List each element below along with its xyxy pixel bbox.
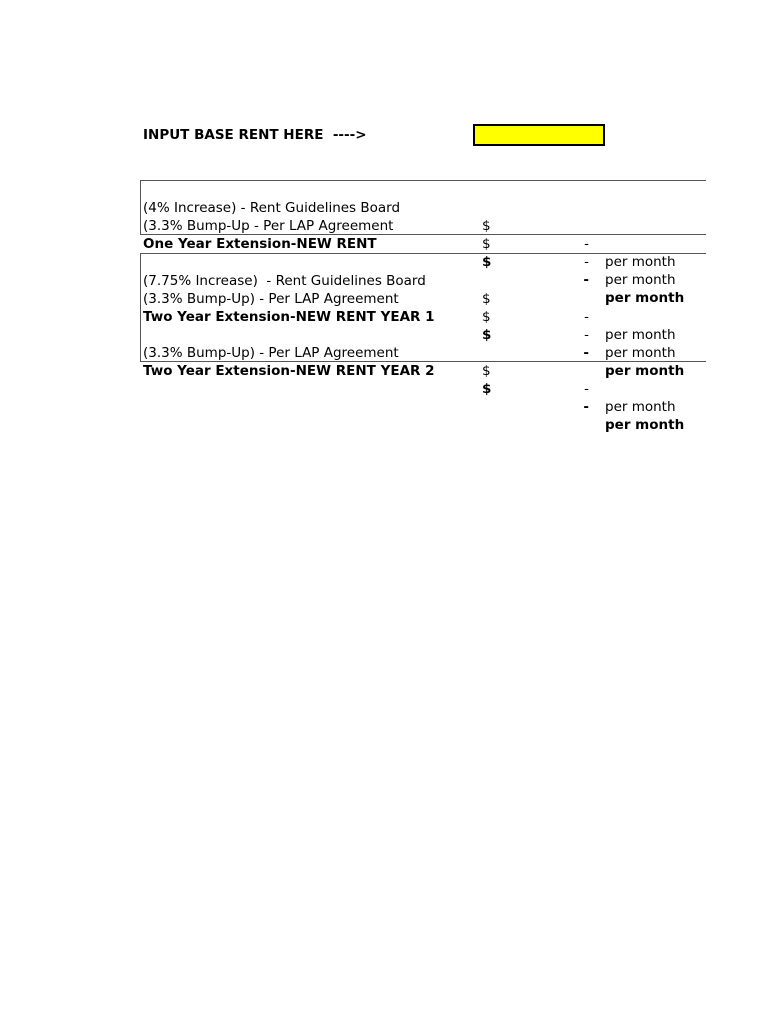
unit-label: per month: [605, 417, 685, 433]
row-label: (3.3% Bump-Up - Per LAP Agreement: [143, 218, 394, 234]
amount-value: -: [583, 345, 589, 361]
currency-symbol: $: [482, 218, 491, 234]
unit-label: per month: [605, 327, 676, 343]
currency-symbol: $: [482, 363, 491, 379]
currency-symbol: $: [482, 381, 492, 397]
row-label: One Year Extension-NEW RENT: [143, 236, 377, 252]
currency-symbol: $: [482, 291, 491, 307]
unit-label: per month: [605, 345, 676, 361]
row-label: Two Year Extension-NEW RENT YEAR 1: [143, 309, 435, 325]
amount-value: -: [584, 236, 589, 252]
amount-value: -: [584, 327, 589, 343]
unit-label: per month: [605, 272, 676, 288]
unit-label: per month: [605, 399, 676, 415]
two-year-extension-table: [140, 253, 706, 433]
currency-symbol: $: [482, 236, 491, 252]
amount-value: -: [584, 254, 589, 270]
currency-symbol: $: [482, 254, 492, 270]
row-label: (4% Increase) - Rent Guidelines Board: [143, 200, 401, 216]
currency-symbol: $: [482, 309, 491, 325]
base-rent-label: INPUT BASE RENT HERE ---->: [143, 127, 367, 143]
row-label: (7.75% Increase) - Rent Guidelines Board: [143, 273, 426, 289]
row-label: (3.3% Bump-Up) - Per LAP Agreement: [143, 291, 399, 307]
unit-label: per month: [605, 290, 685, 306]
currency-symbol: $: [482, 327, 492, 343]
unit-label: per month: [605, 363, 685, 379]
amount-value: -: [584, 381, 589, 397]
amount-value: -: [584, 309, 589, 325]
base-rent-input[interactable]: [473, 124, 605, 146]
unit-label: per month: [605, 254, 676, 270]
row-label: Two Year Extension-NEW RENT YEAR 2: [143, 363, 435, 379]
table-row-total: [141, 344, 706, 433]
base-rent-input-row: [143, 124, 613, 146]
amount-value: -: [583, 399, 589, 415]
row-label: (3.3% Bump-Up) - Per LAP Agreement: [143, 345, 399, 361]
amount-value: -: [583, 272, 589, 288]
